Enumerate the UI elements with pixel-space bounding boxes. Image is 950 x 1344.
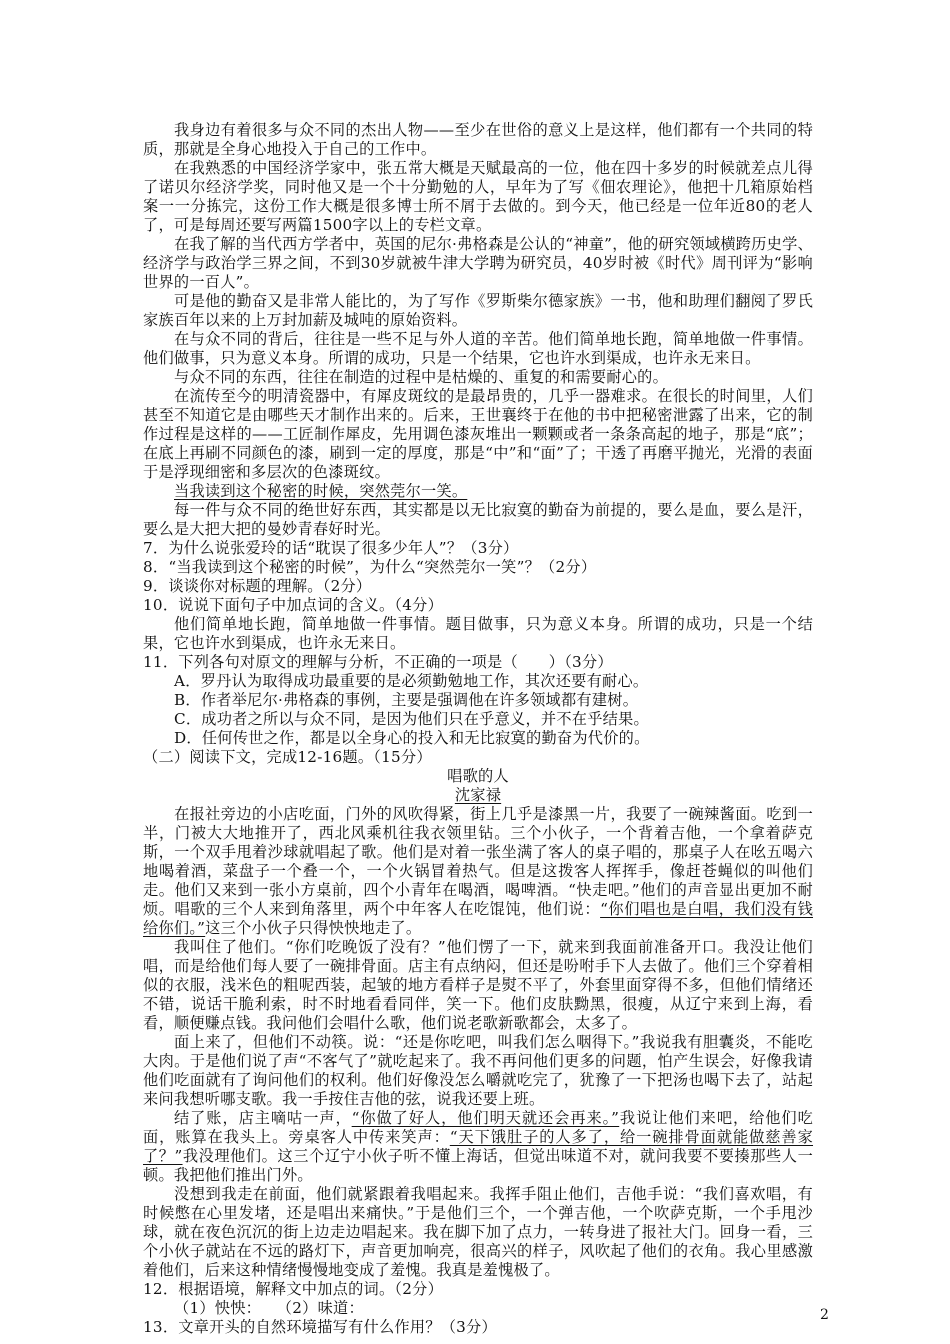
question-11-option-c: C．成功者之所以与众不同，是因为他们只在乎意义，并不在乎结果。 — [174, 710, 649, 728]
question-10: 10．说说下面句子中加点词的含义。（4分） — [143, 596, 444, 614]
question-11: 11．下列各句对原文的理解与分析，不正确的一项是（ ）（3分） — [143, 653, 613, 671]
passage1-paragraph-6: 与众不同的东西，往往在制造的过程中是枯燥的、重复的和需要耐心的。 — [174, 368, 668, 386]
question-11-option-a: A．罗丹认为取得成功最重要的是必须勤勉地工作，其次还要有耐心。 — [174, 672, 649, 690]
passage1-paragraph-3: 在我了解的当代西方学者中，英国的尼尔·弗格森是公认的“神童”，他的研究领域横跨历史学、经济学与政治学三界之间，不到30岁就被牛津大学聘为研究员，40岁时被《时代》周刊评为“影响世界的一百人”。 — [143, 235, 813, 291]
passage2-paragraph-5: 没想到我走在前面，他们就紧跟着我唱起来。我挥手阻止他们，吉他手说：“我们喜欢唱，有时候憋在心里发堵，还是唱出来痛快。”于是他们三个，一个弹吉他，一个吹萨克斯，一个手甩沙球，就在夜色沉沉的街上边走边唱起来。我在脚下加了点力，一转身进了报社大门。回身一看，三个小伙子就站在不远的路灯下，声音更加响亮，很高兴的样子，风吹起了他们的衣角。我心里感激着他们，后来这种情绪慢慢地变成了羞愧。我真是羞愧极了。 — [143, 1185, 813, 1279]
question-10-quote: 他们简单地长跑，简单地做一件事情。题目做事，只为意义本身。所谓的成功，只是一个结果，它也许水到渠成，也许永无来日。 — [143, 615, 813, 652]
question-12-items: （1）怏怏： （2）味道： — [174, 1299, 364, 1317]
passage1-paragraph-1: 我身边有着很多与众不同的杰出人物——至少在世俗的意义上是这样，他们都有一个共同的特质，那就是全身心地投入于自己的工作中。 — [143, 121, 813, 158]
passage1-paragraph-4: 可是他的勤奋又是非常人能比的，为了写作《罗斯柴尔德家族》一书，他和助理们翻阅了罗氏家族百年以来的上万封加薪及城吨的原始资料。 — [143, 292, 813, 329]
paragraph-text: 这三个小伙子只得怏怏地走了。 — [205, 919, 422, 937]
paragraph-text: 结了账，店主嘀咕一声， — [174, 1109, 352, 1127]
passage2-paragraph-2: 我叫住了他们。“你们吃晚饭了没有？”他们愣了一下，就来到我面前准备开口。我没让他们唱，而是给他们每人要了一碗排骨面。店主有点纳闷，但还是吩咐手下人去做了。他们三个穿着相似的衣服，浅米色的粗呢西装，起皱的地方看样子是熨不平了，外套里面穿得不多，但他们情绪还不错，说话干脆利索，时不时地看看同伴，笑一下。他们皮肤黝黑，很瘦，从辽宁来到上海，看看，顺便赚点钱。我问他们会唱什么歌，他们说老歌新歌都会，太多了。 — [143, 938, 813, 1032]
paragraph-text: 我说让他们来吧，给他们吃面，账算在我头上。旁桌客人中传来笑声： — [143, 1109, 814, 1146]
passage2-paragraph-3: 面上来了，但他们不动筷。说：“还是你吃吧，叫我们怎么咽得下。”我说我有胆囊炎，不能吃大肉。于是他们说了声“不客气了”就吃起来了。我不再问他们更多的问题，怕产生误会，好像我请他们吃面就有了询问他们的权利。他们好像没怎么嚼就吃完了，犹豫了一下把汤也喝下去了，站起来问我想听哪支歌。我一手按住吉他的弦，说我还要上班。 — [143, 1033, 813, 1108]
page-number: 2 — [820, 1307, 830, 1323]
passage2-author — [143, 786, 813, 805]
question-9: 9．谈谈你对标题的理解。（2分） — [143, 577, 372, 595]
passage1-paragraph-8 — [143, 482, 813, 501]
author-name: 沈家禄 — [454, 786, 502, 804]
paragraph-text: 我没理他们。这三个辽宁小伙子听不懂上海话，但觉出味道不对，就问我要不要揍那些人一顿。我把他们推出门外。 — [143, 1147, 814, 1184]
question-13: 13．文章开头的自然环境描写有什么作用？（3分） — [143, 1318, 497, 1336]
underlined-sentence: 当我读到这个秘密的时候，突然莞尔一笑。 — [174, 482, 468, 500]
question-11-option-d: D．任何传世之作，都是以全身心的投入和无比寂寞的勤奋为代价的。 — [174, 729, 650, 747]
passage1-paragraph-5: 在与众不同的背后，往往是一些不足与外人道的辛苦。他们简单地长跑，简单地做一件事情。他们做事，只为意义本身。所谓的成功，只是一个结果，它也许水到渠成，也许永无来日。 — [143, 330, 813, 367]
section-2-heading: （二）阅读下文，完成12-16题。（15分） — [143, 748, 432, 766]
passage2-paragraph-4 — [143, 1109, 813, 1185]
passage2-paragraph-1 — [143, 805, 813, 938]
passage1-paragraph-9: 每一件与众不同的绝世好东西，其实都是以无比寂寞的勤奋为前提的，要么是血，要么是汗，要么是大把大把的曼妙青春好时光。 — [143, 501, 813, 538]
page-content — [143, 121, 813, 1337]
underlined-quote: “你做了好人，他们明天就还会再来。” — [351, 1109, 620, 1127]
question-8: 8．“当我读到这个秘密的时候”，为什么“突然莞尔一笑”？（2分） — [143, 558, 597, 576]
passage1-paragraph-7: 在流传至今的明清瓷器中，有犀皮斑纹的是最昂贵的，几乎一器难求。在很长的时间里，人们甚至不知道它是由哪些天才制作出来的。后来，王世襄终于在他的书中把秘密泄露了出来，它的制作过程是这样的——工匠制作犀皮，先用调色漆灰堆出一颗颗或者一条条高起的地子，那是“底”；在底上再刷不同颜色的漆，刷到一定的厚度，那是“中”和“面”了；干透了再磨平抛光，光滑的表面于是浮现细密和多层次的色漆斑纹。 — [143, 387, 813, 481]
underlined-quote: “天下饿肚子的人多了，给一碗排骨面就能做慈善家了？” — [143, 1128, 814, 1165]
question-11-option-b: B．作者举尼尔·弗格森的事例，主要是强调他在许多领域都有建树。 — [174, 691, 639, 709]
question-12: 12．根据语境，解释文中加点的词。（2分） — [143, 1280, 444, 1298]
passage2-title: 唱歌的人 — [447, 767, 509, 785]
question-7: 7．为什么说张爱玲的话“耽误了很多少年人”？（3分） — [143, 539, 519, 557]
underlined-quote: “你们唱也是白唱，我们没有钱给你们。” — [143, 900, 814, 937]
paragraph-text: 在报社旁边的小店吃面，门外的风吹得紧，街上几乎是漆黑一片，我要了一碗辣酱面。吃到一半，门被大大地推开了，西北风乘机往我衣领里钻。三个小伙子，一个背着吉他，一个拿着萨克斯，一个双手甩着沙球就唱起了歌。他们是对着一张坐满了客人的桌子唱的，那桌子人在吆五喝六地喝着酒，菜盘子一个叠一个，一个火锅冒着热气。但是这拨客人挥挥手，像赶苍蝇似的叫他们走。他们又来到一张小方桌前，四个小青年在喝酒，喝啤酒。“快走吧。”他们的声音显出更加不耐烦。唱歌的三个人来到角落里，两个中年客人在吃馄饨，他们说： — [143, 805, 813, 918]
passage1-paragraph-2: 在我熟悉的中国经济学家中，张五常大概是天赋最高的一位，他在四十多岁的时候就差点儿得了诺贝尔经济学奖，同时他又是一个十分勤勉的人，早年为了写《佃农理论》，他把十几箱原始档案一一分拣完，这份工作大概是很多博士所不屑于去做的。到今天，他已经是一位年近80的老人了，可是每周还要写两篇1500字以上的专栏文章。 — [143, 159, 813, 234]
